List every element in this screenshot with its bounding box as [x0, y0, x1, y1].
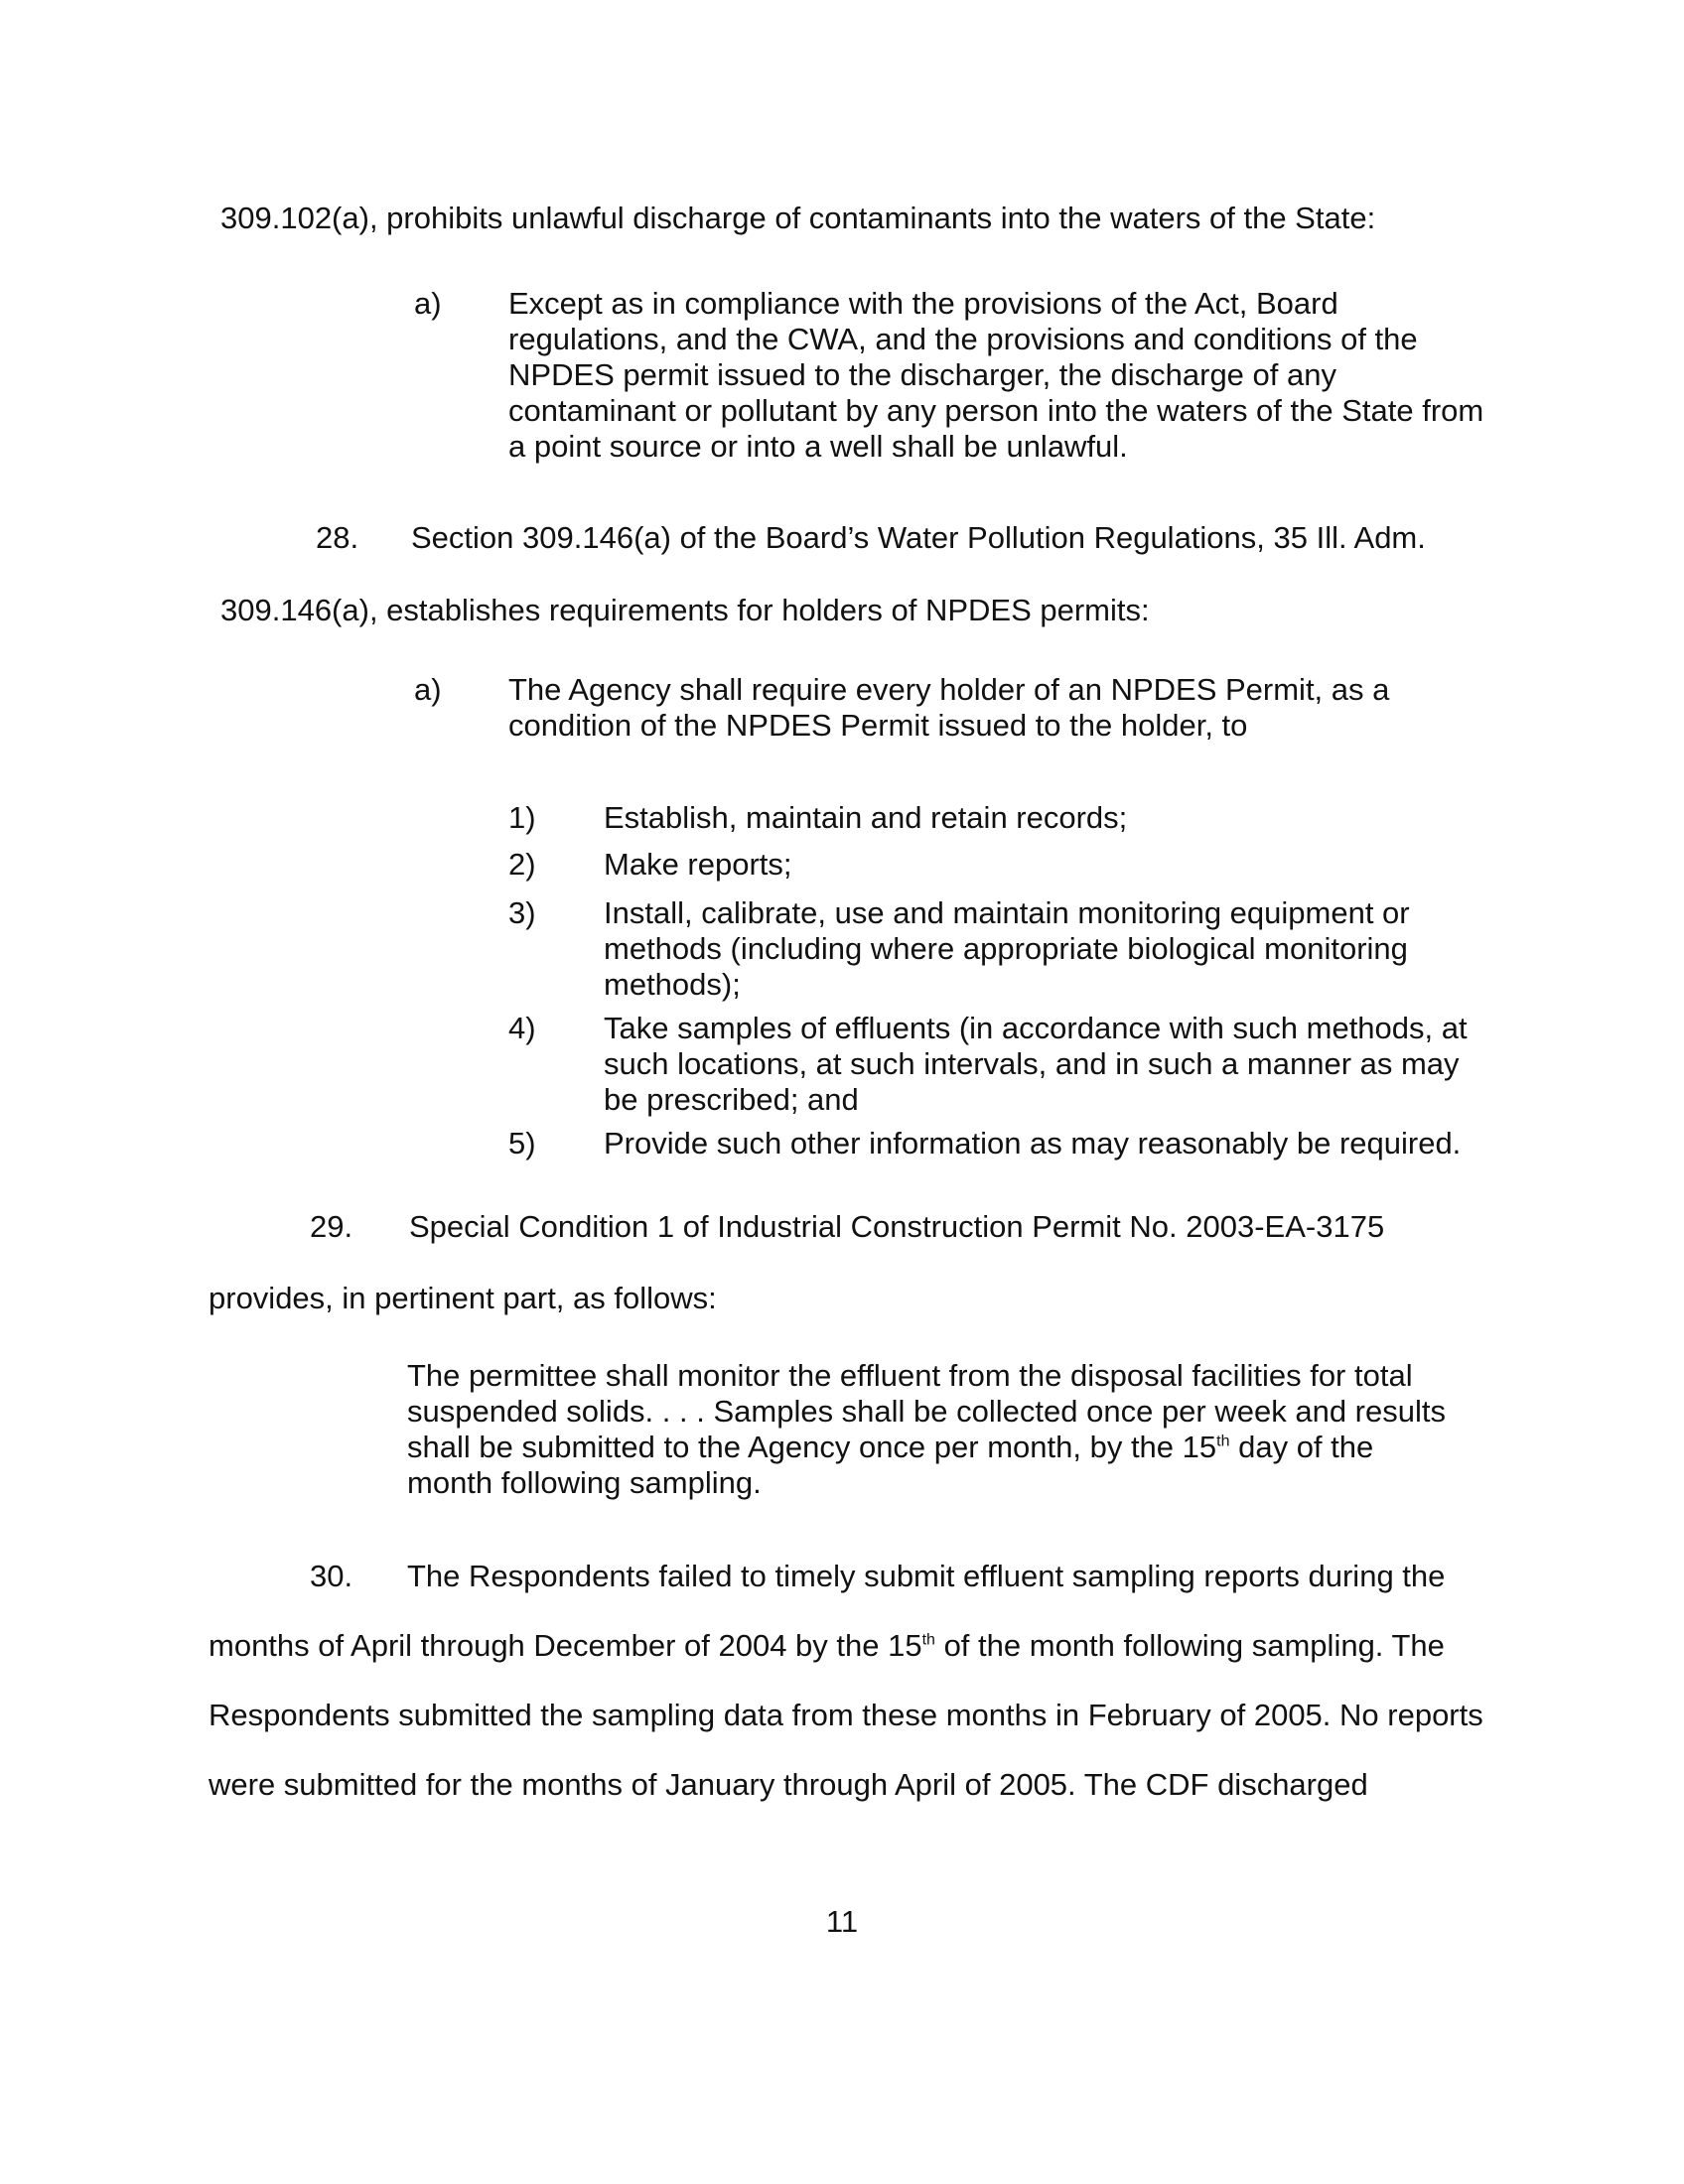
quote2-text: The Agency shall require every holder of an NPDES Permit, as a condition of the NPDES Permit issued to the holder, to: [508, 672, 1390, 743]
para30-line2-a: months of April through December of 2004 by the 15: [209, 1628, 922, 1663]
para30-number: 30.: [310, 1559, 353, 1593]
intro-line: 309.102(a), prohibits unlawful discharge of contaminants into the waters of the State:: [220, 201, 1376, 235]
para30-line1: The Respondents failed to timely submit effluent sampling reports during the: [407, 1559, 1446, 1593]
quote2-label: a): [414, 672, 442, 707]
list-item-number: 1): [508, 800, 536, 835]
list-item-text: Install, calibrate, use and maintain monitoring equipment or methods (including where appropriate biological monitoring methods);: [604, 895, 1410, 1002]
list-item-text: Make reports;: [604, 847, 792, 882]
para30-line3: Respondents submitted the sampling data from these months in February of 2005. No reports: [209, 1698, 1483, 1732]
para28-second-line: 309.146(a), establishes requirements for holders of NPDES permits:: [220, 593, 1150, 627]
para29-first-line: Special Condition 1 of Industrial Construction Permit No. 2003-EA-3175: [409, 1209, 1385, 1244]
para30-ordinal: th: [921, 1631, 935, 1649]
quote3-text-a: The permittee shall monitor the effluent from the disposal facilities for total suspended solids. . . . Samples shall be collected once per week and results shall be submitted to the Agency once per month, by the 15: [407, 1358, 1446, 1464]
para29-second-line: provides, in pertinent part, as follows:: [209, 1281, 717, 1315]
para28-first-line: Section 309.146(a) of the Board’s Water Pollution Regulations, 35 Ill. Adm.: [411, 520, 1426, 555]
quote1-label: a): [414, 286, 442, 321]
para30-line2-b: of the month following sampling. The: [934, 1628, 1445, 1663]
list-item-number: 4): [508, 1011, 536, 1045]
para28-number: 28.: [316, 520, 359, 555]
list-item-text: Provide such other information as may reasonably be required.: [604, 1126, 1462, 1160]
page-number: 11: [825, 1904, 859, 1939]
list-item-text: Establish, maintain and retain records;: [604, 800, 1128, 835]
list-item-number: 5): [508, 1126, 536, 1160]
quote3-ordinal: th: [1216, 1433, 1230, 1450]
quote3-text: [407, 1358, 1450, 1501]
para30-line2: [209, 1628, 1445, 1664]
list-item-number: 3): [508, 895, 536, 930]
para29-number: 29.: [310, 1209, 353, 1244]
quote3-text-b: day of the month following sampling.: [407, 1430, 1374, 1500]
list-item-number: 2): [508, 847, 536, 882]
list-item-text: Take samples of effluents (in accordance with such methods, at such locations, at such intervals, and in such a manner as may be prescribed; and: [604, 1011, 1468, 1117]
para30-line4: were submitted for the months of January through April of 2005. The CDF discharged: [209, 1767, 1368, 1802]
quote1-text: Except as in compliance with the provisions of the Act, Board regulations, and the CWA, and the provisions and conditions of the NPDES permit issued to the discharger, the discharge of any contaminant or pollutant by any person into the waters of the State from a point source or into a well shall be unlawful.: [508, 286, 1484, 464]
